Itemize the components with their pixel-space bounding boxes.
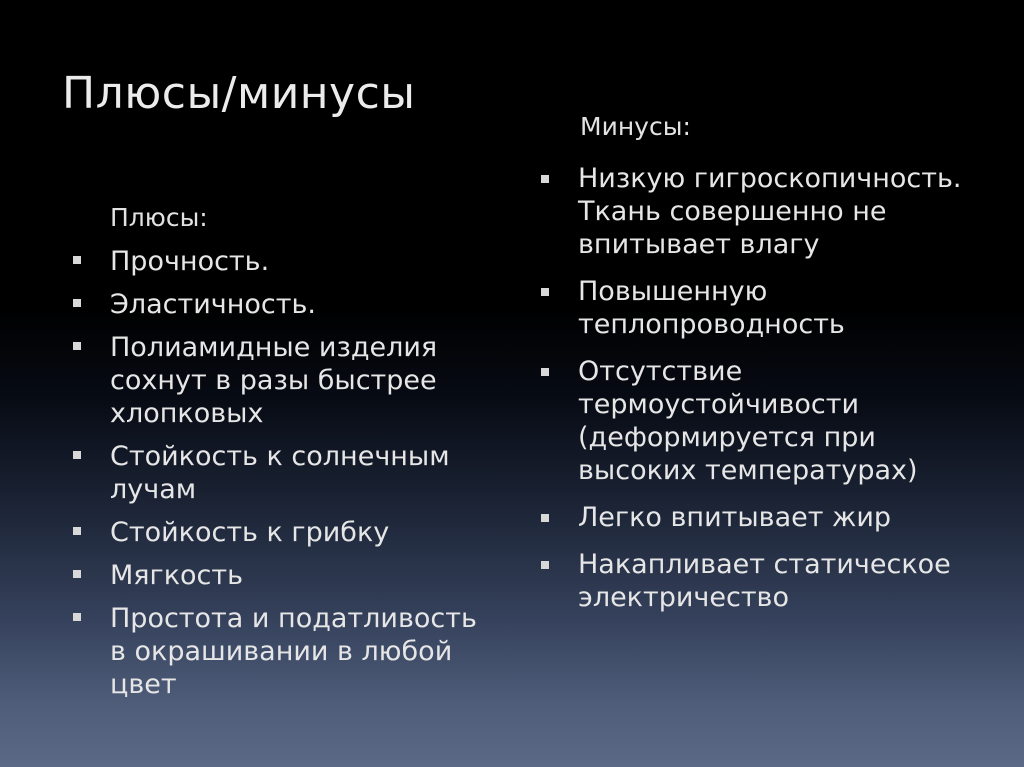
square-bullet-icon [73, 299, 81, 307]
pros-item-text: Стойкость к солнечным лучам [110, 441, 450, 505]
square-bullet-icon [541, 288, 549, 296]
square-bullet-icon [73, 527, 81, 535]
square-bullet-icon [73, 570, 81, 578]
cons-item [532, 548, 982, 614]
pros-header: Плюсы: [110, 203, 208, 232]
pros-list [64, 245, 494, 711]
pros-item-text: Эластичность. [110, 289, 316, 320]
square-bullet-icon [541, 561, 549, 569]
pros-item [64, 331, 494, 430]
square-bullet-icon [541, 368, 549, 376]
pros-item-text: Прочность. [110, 246, 270, 277]
square-bullet-icon [73, 451, 81, 459]
cons-item [532, 501, 982, 534]
pros-item [64, 516, 494, 549]
cons-header: Минусы: [580, 112, 691, 141]
square-bullet-icon [73, 342, 81, 350]
cons-item-text: Накапливает статическое электричество [578, 549, 951, 613]
square-bullet-icon [541, 514, 549, 522]
pros-item [64, 288, 494, 321]
pros-item-text: Стойкость к грибку [110, 517, 390, 548]
cons-item [532, 275, 982, 341]
pros-item [64, 245, 494, 278]
cons-item-text: Легко впитывает жир [578, 502, 892, 533]
cons-item-text: Низкую гигроскопичность. Ткань совершенно не впитывает влагу [578, 163, 962, 260]
cons-item-text: Отсутствие термоустойчивости (деформируется при высоких температурах) [578, 356, 918, 486]
cons-item [532, 355, 982, 487]
square-bullet-icon [541, 175, 549, 183]
pros-item-text: Простота и податливость в окрашивании в любой цвет [110, 603, 477, 700]
pros-item [64, 440, 494, 506]
pros-item-text: Мягкость [110, 560, 244, 591]
square-bullet-icon [73, 256, 81, 264]
slide-title: Плюсы/минусы [62, 68, 416, 119]
pros-item [64, 602, 494, 701]
pros-item [64, 559, 494, 592]
cons-item [532, 162, 982, 261]
pros-item-text: Полиамидные изделия сохнут в разы быстрее хлопковых [110, 332, 438, 429]
square-bullet-icon [73, 613, 81, 621]
cons-item-text: Повышенную теплопроводность [578, 276, 845, 340]
cons-list [532, 162, 982, 628]
